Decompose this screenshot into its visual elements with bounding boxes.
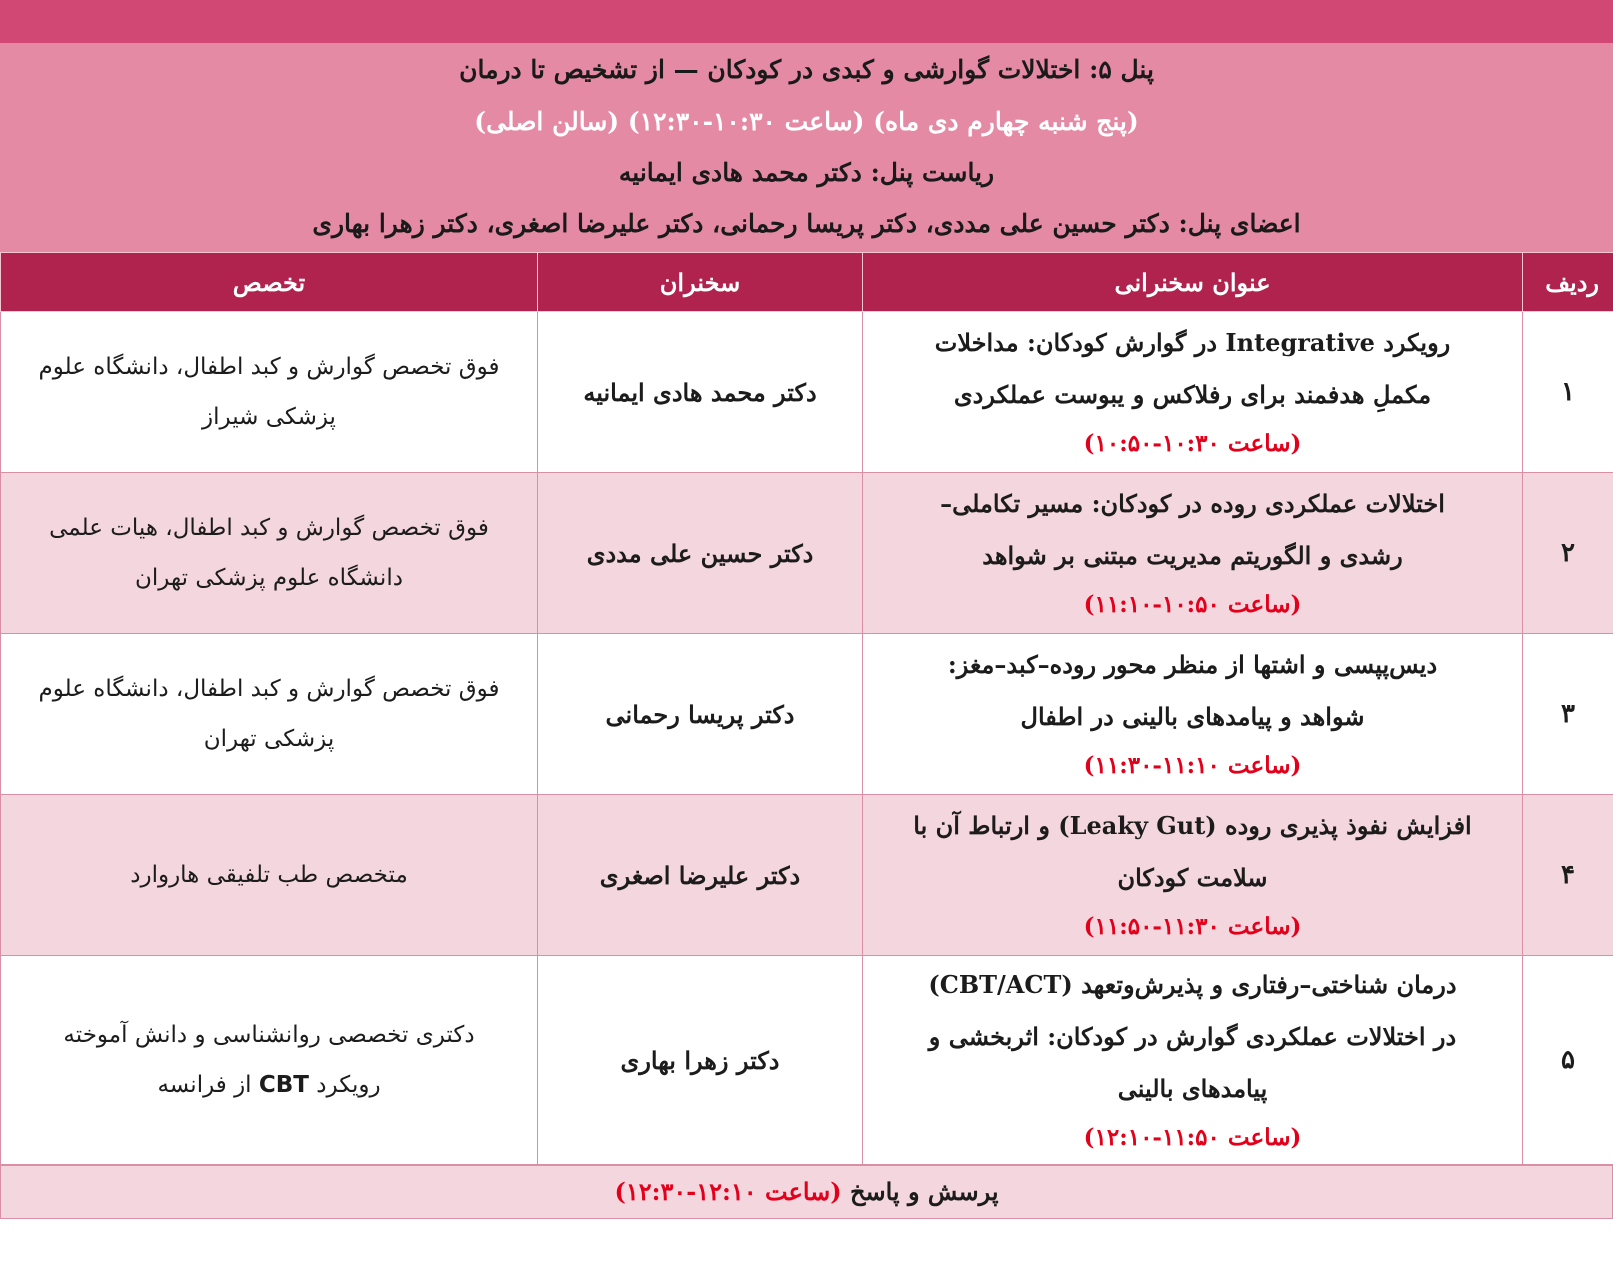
- top-color-bar: [0, 0, 1613, 43]
- row-number-cell: [1523, 473, 1613, 634]
- speaker-cell: [538, 956, 863, 1165]
- speaker-name: دکتر پریسا رحمانی: [605, 699, 795, 729]
- talk-title-line: سلامت کودکان: [1117, 863, 1268, 892]
- panel-date-time-venue: (پنج شنبه چهارم دی ماه) (ساعت ۱۰:۳۰-۱۲:۳۰) (سالن اصلی): [474, 107, 1139, 136]
- row-number: ۲: [1561, 538, 1575, 568]
- table-header-row: [1, 253, 1613, 312]
- talk-time: (ساعت ۱۰:۳۰-۱۰:۵۰): [1083, 430, 1302, 457]
- speaker-name: دکتر زهرا بهاری: [620, 1045, 780, 1075]
- talk-time: (ساعت ۱۰:۵۰-۱۱:۱۰): [1083, 591, 1302, 618]
- column-header-title: عنوان سخنرانی: [863, 253, 1523, 312]
- column-header-specialty: تخصص: [1, 253, 538, 312]
- specialty-cell: [1, 795, 538, 956]
- qa-label: پرسش و پاسخ: [841, 1177, 999, 1206]
- talk-title-cell: [863, 795, 1523, 956]
- talk-title-line: مکملِ هدفمند برای رفلاکس و یبوست عملکردی: [953, 380, 1432, 409]
- talk-title-line: اختلالات عملکردی روده در کودکان: مسیر تکاملی–: [940, 489, 1445, 518]
- talk-title-line: دیس‌پپسی و اشتها از منظر محور روده–کبد–مغز:: [947, 650, 1438, 679]
- talk-title-line: افزایش نفوذ پذیری روده (Leaky Gut) و ارتباط آن با: [913, 811, 1472, 840]
- row-number-cell: [1523, 634, 1613, 795]
- specialty-line: پزشکی تهران: [203, 726, 335, 752]
- speaker-cell: [538, 473, 863, 634]
- row-number: ۴: [1561, 860, 1575, 890]
- specialty-cell: [1, 312, 538, 473]
- specialty-line: فوق تخصص گوارش و کبد اطفال، دانشگاه علوم: [38, 676, 500, 702]
- specialty-cell: [1, 634, 538, 795]
- row-number: ۵: [1561, 1045, 1575, 1075]
- talk-title-cell: [863, 312, 1523, 473]
- row-number-cell: [1523, 795, 1613, 956]
- row-number: ۳: [1561, 699, 1575, 729]
- speaker-cell: [538, 634, 863, 795]
- qa-time: (ساعت ۱۲:۱۰-۱۲:۳۰): [614, 1177, 842, 1206]
- specialty-line: پزشکی شیراز: [202, 404, 336, 430]
- talk-title-line: شواهد و پیامدهای بالینی در اطفال: [1020, 702, 1365, 731]
- speaker-name: دکتر حسین علی مددی: [586, 538, 814, 568]
- table-row: [1, 956, 1613, 1165]
- specialty-line: فوق تخصص گوارش و کبد اطفال، هیات علمی: [49, 515, 489, 541]
- speaker-cell: [538, 795, 863, 956]
- row-number: ۱: [1561, 377, 1575, 407]
- schedule-table: [0, 252, 1613, 1165]
- specialty-bold-term: CBT: [258, 1072, 309, 1098]
- talk-title-line: در اختلالات عملکردی گوارش در کودکان: اثربخشی و: [928, 1022, 1457, 1051]
- table-row: [1, 473, 1613, 634]
- talk-title-line: درمان شناختی–رفتاری و پذیرش‌وتعهد (CBT/ACT): [928, 970, 1457, 999]
- table-row: [1, 312, 1613, 473]
- specialty-cell: [1, 473, 538, 634]
- talk-title-line: رشدی و الگوریتم مدیریت مبتنی بر شواهد: [982, 541, 1403, 570]
- talk-time: (ساعت ۱۱:۳۰-۱۱:۵۰): [1083, 913, 1302, 940]
- talk-time: (ساعت ۱۱:۱۰-۱۱:۳۰): [1083, 752, 1302, 779]
- talk-title-cell: [863, 634, 1523, 795]
- table-row: [1, 795, 1613, 956]
- panel-header: [0, 43, 1613, 252]
- talk-title-cell: [863, 473, 1523, 634]
- specialty-suffix: از فرانسه: [157, 1072, 259, 1098]
- row-number-cell: [1523, 956, 1613, 1165]
- talk-time: (ساعت ۱۱:۵۰-۱۲:۱۰): [1083, 1124, 1302, 1151]
- table-row: [1, 634, 1613, 795]
- panel-title: پنل ۵: اختلالات گوارشی و کبدی در کودکان — از تشخیص تا درمان: [459, 55, 1154, 84]
- specialty-line: فوق تخصص گوارش و کبد اطفال، دانشگاه علوم: [38, 354, 500, 380]
- column-header-speaker: سخنران: [538, 253, 863, 312]
- specialty-line: دکتری تخصصی روانشناسی و دانش آموخته: [63, 1022, 475, 1048]
- talk-title-line: رویکرد Integrative در گوارش کودکان: مداخلات: [934, 328, 1451, 357]
- row-number-cell: [1523, 312, 1613, 473]
- speaker-name: دکتر علیرضا اصغری: [599, 860, 801, 890]
- speaker-name: دکتر محمد هادی ایمانیه: [583, 377, 817, 407]
- specialty-cell: [1, 956, 538, 1165]
- panel-chair: ریاست پنل: دکتر محمد هادی ایمانیه: [618, 158, 995, 187]
- qa-footer: [0, 1165, 1613, 1219]
- speaker-cell: [538, 312, 863, 473]
- talk-title-cell: [863, 956, 1523, 1165]
- specialty-prefix: رویکرد: [309, 1072, 381, 1098]
- panel-members: اعضای پنل: دکتر حسین علی مددی، دکتر پریسا رحمانی، دکتر علیرضا اصغری، دکتر زهرا بهاری: [312, 209, 1301, 238]
- specialty-line: [1, 1060, 537, 1110]
- specialty-line: دانشگاه علوم پزشکی تهران: [135, 565, 403, 591]
- talk-title-line: پیامدهای بالینی: [1117, 1074, 1268, 1103]
- specialty-line: متخصص طب تلفیقی هاروارد: [130, 862, 408, 888]
- column-header-row-number: ردیف: [1523, 253, 1613, 312]
